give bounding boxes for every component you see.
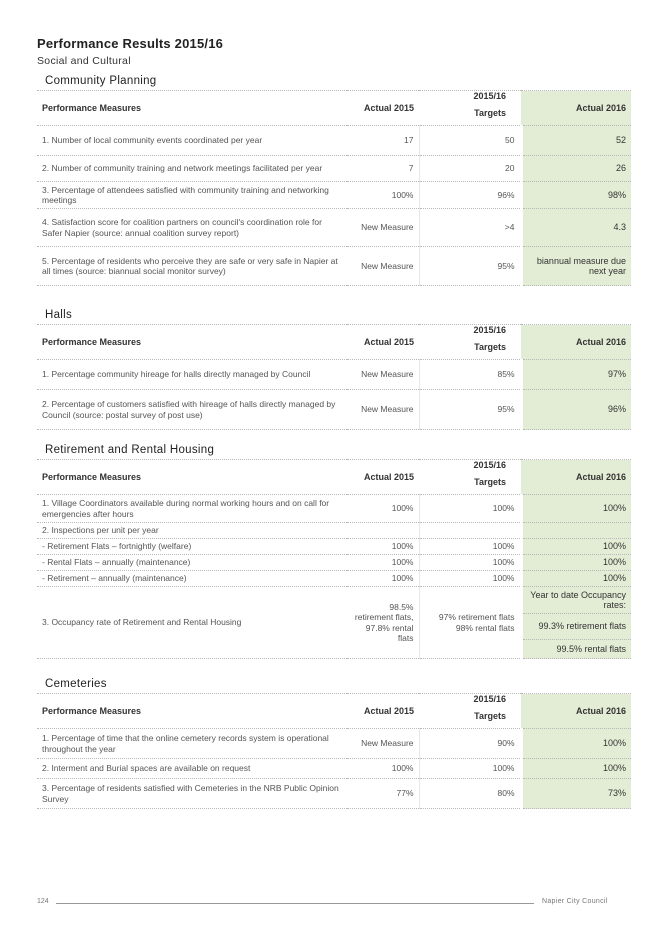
header-measures: Performance Measures	[37, 91, 347, 126]
target-cell: 95%	[419, 247, 521, 286]
header-targets	[419, 325, 521, 360]
header-targets	[419, 460, 521, 495]
header-targets	[419, 694, 521, 729]
target-cell: 90%	[419, 729, 521, 759]
actual-2016-cell: 100%	[521, 729, 631, 759]
table-header-row	[37, 460, 631, 495]
table-row	[37, 495, 631, 523]
actual-2016-cell: 100%	[521, 759, 631, 779]
actual-2016-cell: 98%	[521, 182, 631, 209]
table-row-occupancy	[37, 587, 631, 614]
header-targets-label: Targets	[474, 477, 506, 487]
target-cell: 20	[419, 156, 521, 182]
page-number: 124	[37, 898, 49, 905]
target-cell: 80%	[419, 779, 521, 809]
actual-2015-cell: 100%	[347, 182, 419, 209]
table-header-row	[37, 694, 631, 729]
section-title: Halls	[45, 309, 73, 321]
target-cell: >4	[419, 209, 521, 247]
section-cemeteries	[37, 676, 626, 809]
measure-cell: - Retirement Flats – fortnightly (welfare)	[37, 539, 347, 555]
actual-2015-cell: 98.5% retirement flats, 97.8% rental flats	[347, 587, 419, 659]
actual-2016-cell: biannual measure due next year	[521, 247, 631, 286]
actual-2015-cell: New Measure	[347, 729, 419, 759]
actual-2016-cell: 26	[521, 156, 631, 182]
actual-2015-cell: 100%	[347, 571, 419, 587]
footer-divider	[56, 903, 534, 904]
actual-2015-cell	[347, 523, 419, 539]
actual-2016-cell: 97%	[521, 360, 631, 390]
header-measures: Performance Measures	[37, 460, 347, 495]
header-targets-year: 2015/16	[473, 324, 506, 335]
actual-2015-cell: 100%	[347, 555, 419, 571]
section-retirement-rental-housing	[37, 442, 626, 659]
table-header-row	[37, 91, 631, 126]
target-cell: 95%	[419, 390, 521, 430]
table-row	[37, 126, 631, 156]
measure-cell: 2. Interment and Burial spaces are available on request	[37, 759, 347, 779]
header-targets-year: 2015/16	[473, 90, 506, 101]
header-targets-label: Targets	[474, 711, 506, 721]
target-cell: 100%	[419, 571, 521, 587]
table-row	[37, 390, 631, 430]
measure-cell: 2. Number of community training and network meetings facilitated per year	[37, 156, 347, 182]
section-community-planning	[37, 73, 626, 286]
table-row	[37, 759, 631, 779]
header-measures: Performance Measures	[37, 325, 347, 360]
target-cell: 100%	[419, 555, 521, 571]
actual-2015-cell: New Measure	[347, 247, 419, 286]
table-row	[37, 247, 631, 286]
page-title: Performance Results 2015/16	[37, 36, 224, 51]
table-row	[37, 523, 631, 539]
header-targets-label: Targets	[474, 108, 506, 118]
target-cell: 50	[419, 126, 521, 156]
target-cell: 100%	[419, 495, 521, 523]
actual-2016-cell: 100%	[521, 571, 631, 587]
actual-2015-cell: 77%	[347, 779, 419, 809]
table-row	[37, 539, 631, 555]
actual-2016-occupancy-heading: Year to date Occupancy rates:	[521, 587, 631, 614]
actual-2016-cell: 96%	[521, 390, 631, 430]
table-row	[37, 779, 631, 809]
measure-cell: 3. Percentage of attendees satisfied with community training and networking meetings	[37, 182, 347, 209]
table-header-row	[37, 325, 631, 360]
header-actual-2015: Actual 2015	[347, 91, 419, 126]
measure-cell: - Rental Flats – annually (maintenance)	[37, 555, 347, 571]
performance-table	[37, 693, 631, 809]
actual-2016-cell: 100%	[521, 495, 631, 523]
page-subtitle: Social and Cultural	[37, 55, 131, 67]
header-targets-label: Targets	[474, 342, 506, 352]
measure-cell: 4. Satisfaction score for coalition partners on council's coordination role for Safer Napier (source: annual coalition survey report)	[37, 209, 347, 247]
section-title: Cemeteries	[45, 678, 107, 690]
actual-2016-cell	[521, 523, 631, 539]
measure-cell: - Retirement – annually (maintenance)	[37, 571, 347, 587]
footer-organization: Napier City Council	[542, 898, 608, 905]
header-actual-2015: Actual 2015	[347, 694, 419, 729]
actual-2016-occupancy-rental: 99.5% rental flats	[521, 640, 631, 659]
measure-cell: 3. Percentage of residents satisfied with Cemeteries in the NRB Public Opinion Survey	[37, 779, 347, 809]
target-cell: 96%	[419, 182, 521, 209]
actual-2015-cell: 100%	[347, 495, 419, 523]
actual-2016-cell: 73%	[521, 779, 631, 809]
actual-2015-cell: 100%	[347, 539, 419, 555]
header-targets	[419, 91, 521, 126]
measure-cell: 3. Occupancy rate of Retirement and Rental Housing	[37, 587, 347, 659]
table-row	[37, 182, 631, 209]
performance-table	[37, 90, 631, 286]
header-targets-year: 2015/16	[473, 693, 506, 704]
actual-2015-cell: New Measure	[347, 360, 419, 390]
header-actual-2016: Actual 2016	[521, 91, 631, 126]
actual-2016-occupancy-retirement: 99.3% retirement flats	[521, 614, 631, 640]
actual-2015-cell: 17	[347, 126, 419, 156]
target-cell	[419, 523, 521, 539]
actual-2016-cell: 100%	[521, 539, 631, 555]
actual-2016-cell: 100%	[521, 555, 631, 571]
target-cell: 100%	[419, 539, 521, 555]
table-row	[37, 360, 631, 390]
table-row	[37, 729, 631, 759]
header-actual-2016: Actual 2016	[521, 694, 631, 729]
actual-2016-cell: 52	[521, 126, 631, 156]
measure-cell: 2. Inspections per unit per year	[37, 523, 347, 539]
header-actual-2015: Actual 2015	[347, 325, 419, 360]
header-actual-2015: Actual 2015	[347, 460, 419, 495]
actual-2015-cell: New Measure	[347, 209, 419, 247]
table-row	[37, 555, 631, 571]
actual-2016-cell: 4.3	[521, 209, 631, 247]
actual-2015-cell: 7	[347, 156, 419, 182]
target-cell: 85%	[419, 360, 521, 390]
table-row	[37, 156, 631, 182]
header-measures: Performance Measures	[37, 694, 347, 729]
header-actual-2016: Actual 2016	[521, 460, 631, 495]
target-cell: 100%	[419, 759, 521, 779]
target-cell: 97% retirement flats 98% rental flats	[419, 587, 521, 659]
measure-cell: 2. Percentage of customers satisfied with hireage of halls directly managed by Council (source: postal survey of post use)	[37, 390, 347, 430]
performance-table	[37, 459, 631, 659]
performance-table	[37, 324, 631, 430]
table-row	[37, 571, 631, 587]
header-actual-2016: Actual 2016	[521, 325, 631, 360]
measure-cell: 1. Percentage community hireage for halls directly managed by Council	[37, 360, 347, 390]
table-row	[37, 209, 631, 247]
header-targets-year: 2015/16	[473, 459, 506, 470]
actual-2015-cell: 100%	[347, 759, 419, 779]
measure-cell: 1. Village Coordinators available during normal working hours and on call for emergencies after hours	[37, 495, 347, 523]
actual-2015-cell: New Measure	[347, 390, 419, 430]
section-title: Retirement and Rental Housing	[45, 444, 215, 456]
measure-cell: 1. Number of local community events coordinated per year	[37, 126, 347, 156]
measure-cell: 5. Percentage of residents who perceive they are safe or very safe in Napier at all times (source: biannual social monitor survey)	[37, 247, 347, 286]
section-title: Community Planning	[45, 75, 157, 87]
section-halls	[37, 307, 626, 430]
measure-cell: 1. Percentage of time that the online cemetery records system is operational throughout the year	[37, 729, 347, 759]
